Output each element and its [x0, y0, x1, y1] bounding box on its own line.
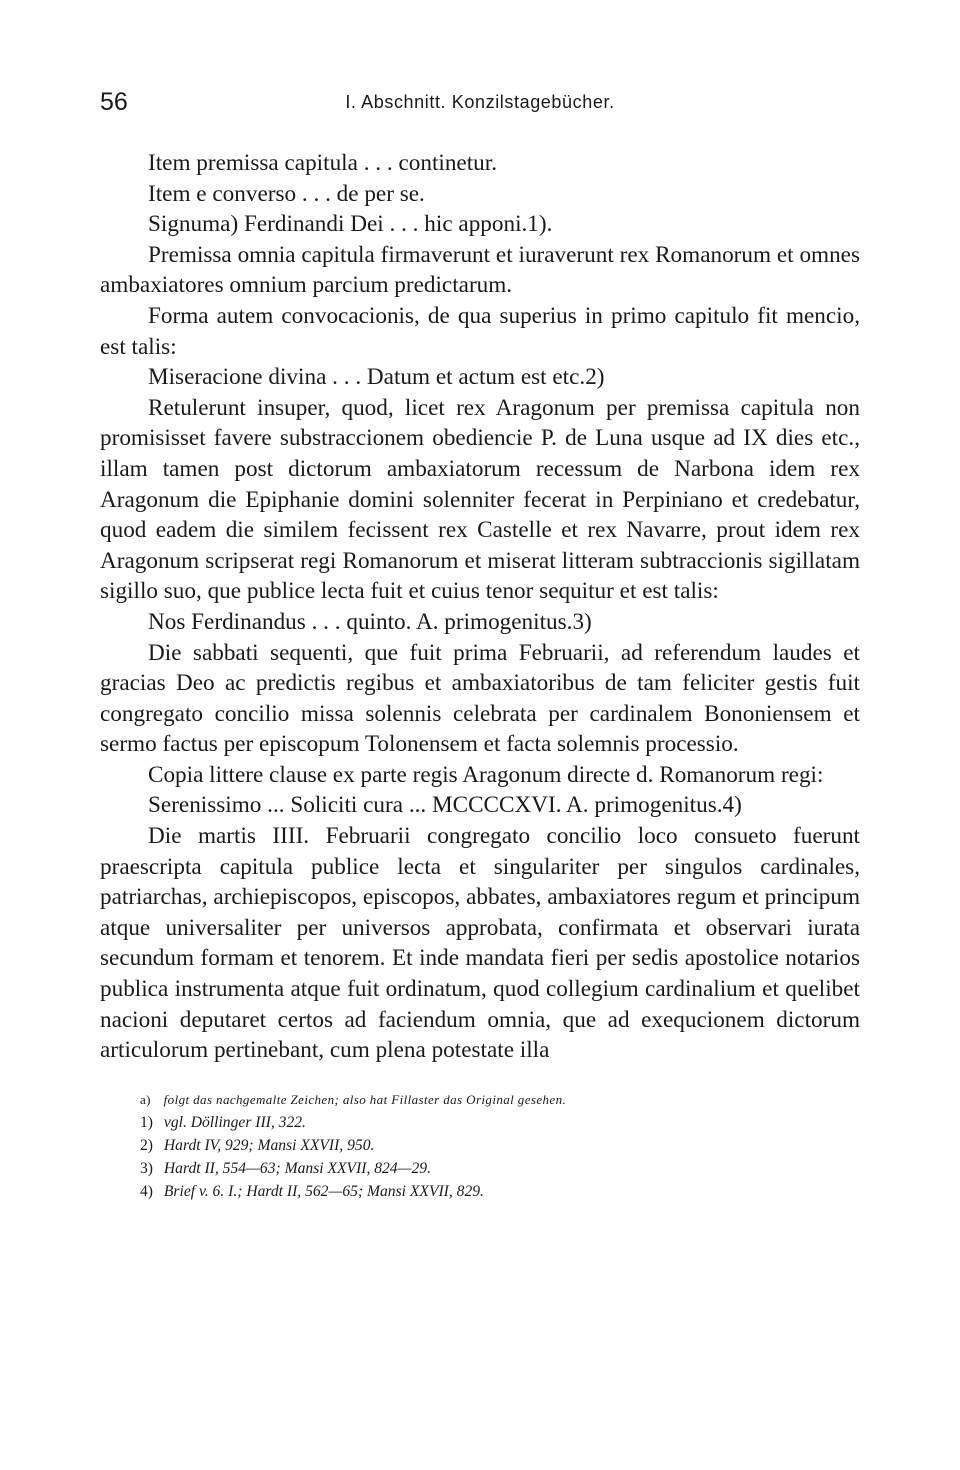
footnote-text: vgl. Döllinger III, 322. — [163, 1113, 306, 1131]
footnote-marker: a) — [140, 1091, 151, 1107]
footnote-marker: 1) — [140, 1113, 153, 1131]
paragraph: Die martis IIII. Februarii congregato concilio loco consueto fuerunt praescripta capitula publice lecta et singulariter per singulos cardinales, patriarchas, archiepiscopos, episcopos, abbates, ambaxiatores regum et principum atque universaliter per universos approbata, confirmata et observari iurata secundum formam et tenorem. Et inde mandata fieri per sedis apostolice notarios publica instrumenta atque fuit ordinatum, quod collegium cardinalium et quelibet nacioni deputaret certos ad faciendum omnia, que ad exequcionem dictorum articulorum pertinebant, cum plena potestate illa — [100, 823, 860, 1064]
footnote — [140, 1157, 860, 1180]
footnote-marker: 3) — [140, 1159, 153, 1177]
paragraph: Retulerunt insuper, quod, licet rex Aragonum per premissa capitula non promisisset favere substraccionem obediencie P. de Luna usque ad IX dies etc., illam tamen post dictorum ambaxiatorum recessum de Narbona idem rex Aragonum die Epiphanie domini solenniter fecerat in Perpiniano et credebatur, quod eadem die similem fecissent rex Castelle et rex Navarre, prout idem rex Aragonum scripserat regi Romanorum et miserat litteram subtraccionis sigillatam sigillo suo, que publice lecta fuit et cuius tenor sequitur et est talis: — [100, 394, 860, 605]
paragraph: Premissa omnia capitula firmaverunt et iuraverunt rex Romanorum et omnes ambaxiatores omnium parcium predictarum. — [100, 241, 860, 299]
running-head: I. Abschnitt. Konzilstagebücher. — [345, 92, 615, 112]
footnote — [140, 1111, 860, 1134]
document-page — [100, 82, 860, 1203]
paragraph: Nos Ferdinandus . . . quinto. A. primogenitus.3) — [148, 608, 592, 635]
paragraph: Die sabbati sequenti, que fuit prima Februarii, ad referendum laudes et gracias Deo ac predictis regibus et ambaxiatoribus de tam feliciter gestis fuit congregato concilio missa solennis celebrata per cardinalem Bononiensem et sermo factus per episcopum Tolonensem et facta solemnis processio. — [100, 639, 860, 758]
footnotes — [100, 1088, 860, 1203]
paragraph: Item e converso . . . de per se. — [148, 180, 425, 207]
footnote-text: Hardt II, 554—63; Mansi XXVII, 824—29. — [163, 1159, 431, 1177]
paragraph: Serenissimo ... Soliciti cura ... MCCCCXVI. A. primogenitus.4) — [148, 792, 742, 819]
paragraph: Signuma) Ferdinandi Dei . . . hic apponi.1). — [148, 211, 553, 238]
paragraph: Forma autem convocacionis, de qua superius in primo capitulo fit mencio, est talis: — [100, 302, 860, 360]
footnote — [140, 1088, 860, 1111]
page-header — [100, 82, 860, 122]
footnote-text: Hardt IV, 929; Mansi XXVII, 950. — [163, 1136, 375, 1154]
paragraph: Item premissa capitula . . . continetur. — [148, 150, 498, 176]
footnote-text: Brief v. 6. I.; Hardt II, 562—65; Mansi XXVII, 829. — [163, 1182, 484, 1200]
paragraph: Miseracione divina . . . Datum et actum est etc.2) — [148, 364, 605, 391]
paragraph: Copia littere clause ex parte regis Aragonum directe d. Romanorum regi: — [148, 761, 824, 788]
footnote — [140, 1180, 860, 1203]
body-text — [100, 148, 860, 1066]
footnote-text: folgt das nachgemalte Zeichen; also hat Fillaster das Original gesehen. — [163, 1091, 567, 1107]
footnote-marker: 4) — [140, 1182, 153, 1200]
footnote-marker: 2) — [140, 1136, 153, 1154]
footnote — [140, 1134, 860, 1157]
page-number: 56 — [100, 88, 128, 116]
